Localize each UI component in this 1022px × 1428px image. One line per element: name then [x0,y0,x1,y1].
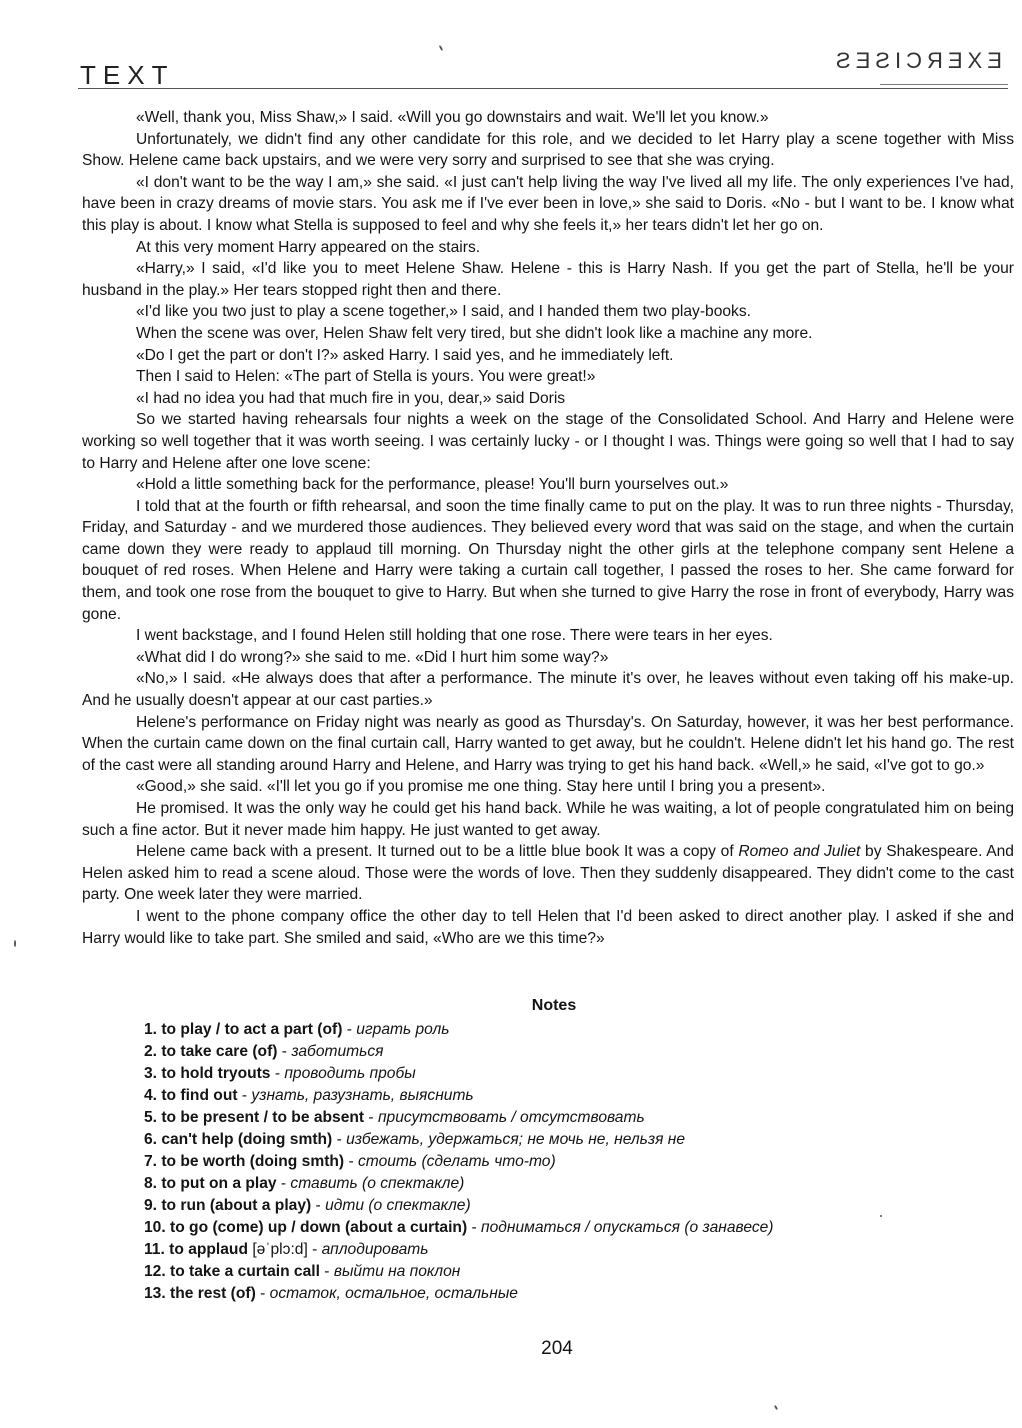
note-term: 3. to hold tryouts [144,1065,271,1082]
note-item: 8. to put on a play - ставить (о спектакле) [144,1175,465,1192]
note-translation: узнать, разузнать, выяснить [251,1087,474,1104]
story-paragraph: «I'd like you two just to play a scene together,» I said, and I handed them two play-books. [136,303,751,321]
story-paragraph: «What did I do wrong?» she said to me. «Did I hurt him some way?» [136,648,609,666]
story-paragraph: Then I said to Helen: «The part of Stella is yours. You were great!» [136,368,596,386]
story-paragraph: «Do I get the part or don't I?» asked Harry. I said yes, and he immediately left. [136,346,674,364]
story-paragraph: «Harry,» I said, «I'd like you to meet Helene Shaw. Helene - this is Harry Nash. If you get the part of Stella, he'll be your husband in the play.» Her tears stopped right then and there. [82,260,1014,299]
note-term: 7. to be worth (doing smth) [144,1153,345,1170]
story-paragraph: I went to the phone company office the other day to tell Helen that I'd been asked to direct another play. I asked if she and Harry would like to take part. She smiled and said, «Who are we this time?» [82,907,1014,947]
note-translation: остаток, остальное, остальные [269,1285,518,1302]
note-item: 3. to hold tryouts - проводить пробы [144,1065,416,1082]
note-term: 8. to put on a play [144,1175,277,1192]
story-paragraph: «I had no idea you had that much fire in you, dear,» said Doris [136,389,566,407]
story-paragraph: So we started having rehearsals four nights a week on the stage of the Consolidated School. And Harry and Helene were working so well together that it was worth seeing. I was certainly lucky - or I thought I was. Things were going so well that I had to say to Harry and Helene after one love scene: [82,411,1014,472]
note-term: 5. to be present / to be absent [144,1109,365,1126]
note-translation: аплодировать [321,1241,429,1258]
note-term: 1. to play / to act a part (of) [144,1021,343,1038]
note-translation: заботиться [291,1043,384,1060]
scan-speck [14,940,16,947]
note-translation: подниматься / опускаться (о занавесе) [481,1219,774,1236]
note-term: 12. to take a curtain call [144,1263,320,1280]
book-title: Romeo and Juliet [738,843,861,861]
note-translation: проводить пробы [284,1065,416,1082]
page-number: 204 [541,1338,573,1359]
note-item: 5. to be present / to be absent - присутствовать / отсутствовать [144,1109,645,1126]
mirrored-section-label: EXERCISES [831,48,1002,73]
story-paragraph: Unfortunately, we didn't find any other candidate for this role, and we decided to let Harry play a scene together with Miss Show. Helene came back upstairs, and we were very sorry and surprised to see that she was crying. [82,130,1014,170]
header-rule-right [880,84,1008,85]
note-term: 13. the rest (of) [144,1285,256,1302]
story-paragraph: «I don't want to be the way I am,» she said. «I just can't help living the way I've lived all my life. The only experiences I've had, have been in crazy dreams of movie stars. You ask me if I've ever been in love,» she said to Doris. «No - but I want to be. I know what this play is about. I know what Stella is supposed to feel and why she feels it,» her tears didn't let her go on. [82,173,1014,234]
story-paragraph: At this very moment Harry appeared on the stairs. [136,238,481,256]
notes-heading: Notes [531,997,577,1014]
story-paragraph: «Well, thank you, Miss Shaw,» I said. «Will you go downstairs and wait. We'll let you know.» [136,109,769,126]
story-paragraph: I went backstage, and I found Helen still holding that one rose. There were tears in her eyes. [136,627,773,645]
note-term: 2. to take care (of) [144,1043,278,1060]
story-paragraph: «Hold a little something back for the performance, please! You'll burn yourselves out.» [136,476,729,494]
scan-speck [439,45,444,51]
note-item: 4. to find out - узнать, разузнать, выяснить [144,1087,474,1104]
story-paragraph: «Good,» she said. «I'll let you go if you promise me one thing. Stay here until I bring you a present». [136,778,826,796]
note-item: 1. to play / to act a part (of) - играть роль [144,1021,450,1038]
note-term: 11. to applaud [144,1241,248,1258]
section-title: TEXT [80,60,175,90]
note-translation: ставить (о спектакле) [290,1175,465,1192]
note-item: 2. to take care (of) - заботиться [144,1043,384,1060]
note-pronunciation: [əˈplɔ:d] [247,1241,308,1258]
note-item: 9. to run (about a play) - идти (о спектакле) [144,1197,471,1214]
note-translation: выйти на поклон [333,1263,461,1280]
scan-speck [774,1405,778,1410]
story-text [82,107,1014,949]
story-paragraph: Helene came back with a present. It turned out to be a little blue book It was a copy of Romeo and Juliet by Shakespeare. And Helen asked him to read a scene aloud. Those were the words of love. Then they suddenly disappeared. They didn't come to the cast party. One week later they were married. [82,843,1014,904]
note-translation: присутствовать / отсутствовать [377,1109,645,1126]
note-term: 6. can't help (doing smth) [144,1131,333,1148]
story-paragraph: I told that at the fourth or fifth rehearsal, and soon the time finally came to put on the play. It was to run three nights - Thursday, Friday, and Saturday - and we murdered those audiences. They believed every word that was said on the stage, and when the curtain came down they were ready to applaud till morning. On Thursday night the other girls at the telephone company sent Helene a bouquet of red roses. When Helene and Harry were taking a curtain call together, I passed the roses to her. She came forward for them, and took one rose from the bouquet to give to Harry. But when she turned to give Harry the rose in front of everybody, Harry was gone. [82,497,1014,623]
note-item: 11. to applaud [əˈplɔ:d] - аплодировать [144,1241,429,1258]
note-translation: стоить (сделать что-то) [357,1153,556,1170]
story-paragraph: Helene's performance on Friday night was nearly as good as Thursday's. On Saturday, however, it was her best performance. When the curtain came down on the final curtain call, Harry wanted to get away, but he couldn't. Helene didn't let his hand go. The rest of the cast were all standing around Harry and Helene, and Harry was trying to get his hand back. «Well,» he said, «I've got to go.» [82,713,1014,774]
story-paragraph: He promised. It was the only way he could get his hand back. While he was waiting, a lot of people congratulated him on being such a fine actor. But it never made him happy. He just wanted to get away. [82,800,1014,839]
note-term: 10. to go (come) up / down (about a curtain) [144,1219,468,1236]
scan-speck [880,1215,882,1217]
note-translation: идти (о спектакле) [325,1197,471,1214]
story-paragraph: «No,» I said. «He always does that after a performance. The minute it's over, he leaves without even taking off his make-up. And he usually doesn't appear at our cast parties.» [82,670,1014,710]
note-item: 12. to take a curtain call - выйти на поклон [144,1263,461,1280]
note-item: 6. can't help (doing smth) - избежать, удержаться; не мочь не, нельзя не [144,1131,686,1148]
note-translation: играть роль [356,1021,450,1038]
note-term: 9. to run (about a play) [144,1197,312,1214]
note-translation: избежать, удержаться; не мочь не, нельзя не [346,1131,686,1148]
note-item: 13. the rest (of) - остаток, остальное, остальные [144,1285,518,1302]
note-item: 10. to go (come) up / down (about a curtain) - подниматься / опускаться (о занавесе) [144,1219,774,1236]
note-term: 4. to find out [144,1087,238,1104]
note-item: 7. to be worth (doing smth) - стоить (сделать что-то) [144,1153,556,1170]
notes-list [144,1019,1004,1305]
story-paragraph: When the scene was over, Helen Shaw felt very tired, but she didn't look like a machine any more. [136,324,813,342]
header-rule [78,88,1008,89]
